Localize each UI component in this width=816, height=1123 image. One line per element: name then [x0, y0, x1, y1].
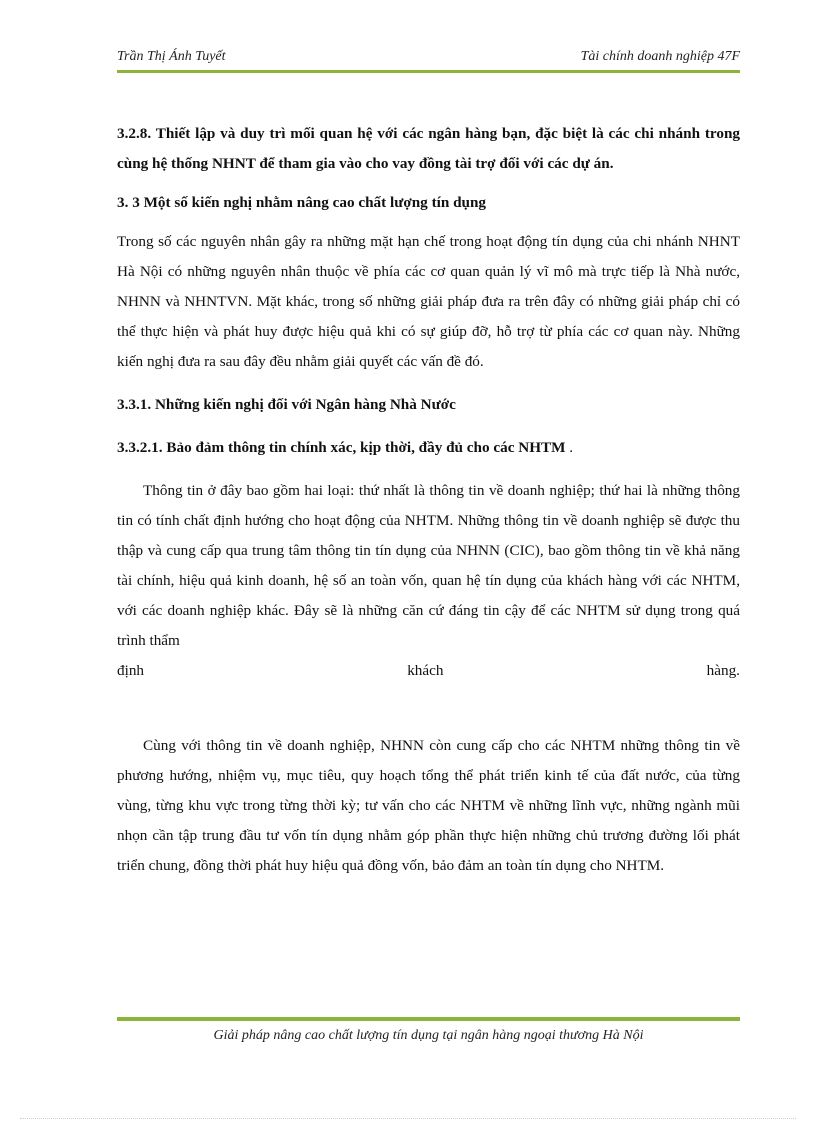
intro-paragraph: Trong số các nguyên nhân gây ra những mặt hạn chế trong hoạt động tín dụng của chi nhánh NHNT Hà Nội có những nguyên nhân thuộc về phía các cơ quan quản lý vĩ mô mà trực tiếp là Nhà nước, NHNN và NHNTVN. Mặt khác, trong số những giải pháp đưa ra trên đây có những giải pháp chỉ có thể thực hiện và phát huy được hiệu quả khi có sự giúp đỡ, hỗ trợ từ phía các cơ quan này. Những kiến nghị đưa ra sau đây đều nhằm giải quyết các vấn đề đó. [117, 233, 740, 370]
section-3321-heading: 3.3.2.1. Bảo đảm thông tin chính xác, kịp thời, đầy đủ cho các NHTM [117, 439, 566, 456]
section-3321-heading-line [117, 433, 740, 463]
last-word-2: khách [407, 662, 444, 679]
page-content [117, 119, 740, 881]
footer-rule [117, 1017, 740, 1021]
header-course: Tài chính doanh nghiệp 47F [580, 49, 740, 64]
section-328-heading: 3.2.8. Thiết lập và duy trì mối quan hệ với các ngân hàng bạn, đặc biệt là các chi nhánh trong cùng hệ thống NHNT để tham gia vào cho vay đồng tài trợ đối với các dự án. [117, 125, 740, 172]
section-33-heading: 3. 3 Một số kiến nghị nhằm nâng cao chất lượng tín dụng [117, 194, 487, 211]
info-paragraph: Thông tin ở đây bao gồm hai loại: thứ nhất là thông tin về doanh nghiệp; thứ hai là những thông tin có tính chất định hướng cho hoạt động của NHTM. Những thông tin về doanh nghiệp sẽ được thu thập và cung cấp qua trung tâm thông tin tín dụng của NHNN (CIC), bao gồm thông tin về khả năng tài chính, hiệu quả kinh doanh, hệ số an toàn vốn, quan hệ tín dụng của khách hàng với các NHTM, với các doanh nghiệp khác. Đây sẽ là những căn cứ đáng tin cậy để các NHTM sử dụng trong quá trình thẩm [117, 482, 740, 649]
page-header [117, 46, 740, 73]
info-paragraph-last-line [117, 656, 740, 686]
section-331-heading: 3.3.1. Những kiến nghị đối với Ngân hàng Nhà Nước [117, 396, 456, 413]
guidance-paragraph: Cùng với thông tin về doanh nghiệp, NHNN còn cung cấp cho các NHTM những thông tin về phương hướng, nhiệm vụ, mục tiêu, quy hoạch tổng thể phát triển kinh tế của đất nước, của từng vùng, từng khu vực trong từng thời kỳ; tư vấn cho các NHTM về những lĩnh vực, những ngành mũi nhọn cần tập trung đầu tư vốn tín dụng nhằm góp phần thực hiện những chủ trương đường lối phát triển chung, đồng thời phát huy hiệu quả đồng vốn, bảo đảm an toàn tín dụng cho NHTM. [117, 737, 740, 874]
header-author: Trần Thị Ánh Tuyết [117, 49, 226, 64]
page-bottom-edge [20, 1118, 796, 1119]
last-word-1: định [117, 662, 145, 679]
section-3321-period: . [565, 439, 574, 456]
footer-title: Giải pháp nâng cao chất lượng tín dụng tại ngân hàng ngoại thương Hà Nội [213, 1028, 644, 1043]
last-word-3: hàng. [706, 662, 740, 679]
